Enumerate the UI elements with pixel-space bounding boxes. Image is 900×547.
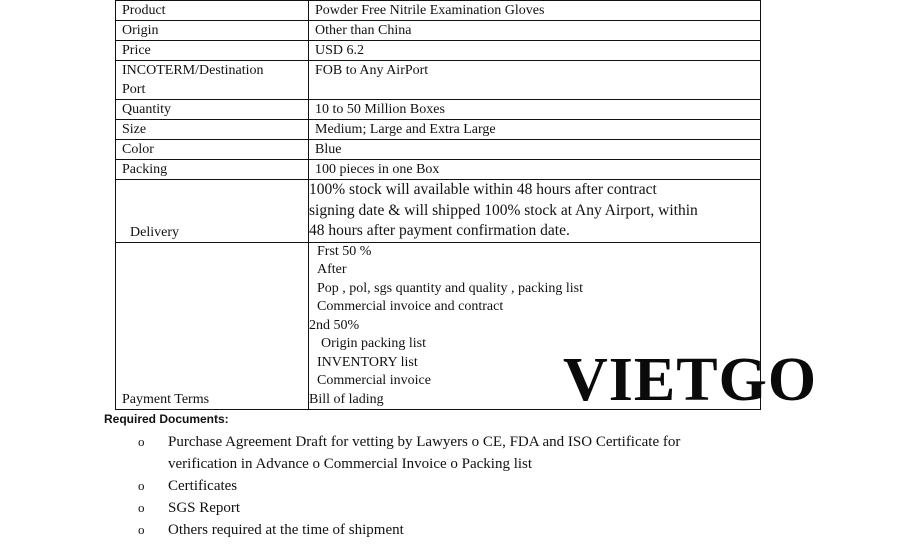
- row-label-size: Size: [116, 120, 309, 140]
- list-item-text: Others required at the time of shipment: [168, 522, 404, 538]
- row-value-price: USD 6.2: [309, 41, 761, 61]
- row-label-delivery: Delivery: [116, 180, 309, 243]
- payment-line: INVENTORY list: [317, 354, 418, 370]
- list-item-text: Certificates: [168, 478, 238, 494]
- row-label-quantity: Quantity: [116, 100, 309, 120]
- list-item: [138, 497, 680, 519]
- row-value-incoterm: FOB to Any AirPort: [309, 61, 761, 100]
- delivery-line: 48 hours after payment confirmation date.: [309, 222, 570, 239]
- list-item-text: SGS Report: [168, 500, 241, 516]
- payment-line: 2nd 50%: [309, 317, 360, 333]
- payment-line: Frst 50 %: [317, 243, 372, 259]
- incoterm-label-line: Port: [122, 82, 146, 97]
- payment-line: Commercial invoice: [317, 373, 431, 388]
- circle-bullet-icon: o: [138, 500, 145, 515]
- payment-line: Commercial invoice and contract: [317, 299, 504, 314]
- list-item: [138, 431, 680, 475]
- row-value-quantity: 10 to 50 Million Boxes: [309, 100, 761, 120]
- table-row: [116, 140, 761, 160]
- payment-line: Origin packing list: [321, 336, 426, 351]
- incoterm-label-line: INCOTERM/Destination: [122, 63, 264, 78]
- row-label-incoterm: [116, 61, 309, 100]
- row-label-product: Product: [116, 1, 309, 21]
- circle-bullet-icon: o: [138, 434, 145, 449]
- list-item-text: verification in Advance o Commercial Invoice o Packing list: [168, 456, 533, 472]
- row-value-size: Medium; Large and Extra Large: [309, 120, 761, 140]
- table-row: [116, 61, 761, 100]
- vietgo-watermark: VIETGO: [563, 346, 818, 414]
- delivery-line: signing date & will shipped 100% stock at Any Airport, within: [309, 201, 698, 219]
- table-row: [116, 120, 761, 140]
- row-value-delivery: [309, 180, 761, 243]
- payment-line: Pop , pol, sgs quantity and quality , packing list: [317, 280, 583, 296]
- row-label-price: Price: [116, 41, 309, 61]
- required-documents-list: [138, 431, 680, 541]
- table-row: [116, 41, 761, 61]
- row-value-color: Blue: [309, 140, 761, 160]
- table-row: [116, 1, 761, 21]
- row-label-packing: Packing: [116, 160, 309, 180]
- required-documents-title: Required Documents:: [104, 412, 229, 426]
- table-row: [116, 160, 761, 180]
- delivery-line: 100% stock will available within 48 hours after contract: [309, 181, 657, 198]
- table-row: [116, 21, 761, 41]
- row-value-packing: 100 pieces in one Box: [309, 160, 761, 180]
- table-row: [116, 100, 761, 120]
- row-label-origin: Origin: [116, 21, 309, 41]
- circle-bullet-icon: o: [138, 522, 145, 537]
- payment-line: Bill of lading: [309, 391, 384, 407]
- list-item: [138, 475, 680, 497]
- list-item-text: Purchase Agreement Draft for vetting by Lawyers o CE, FDA and ISO Certificate for: [168, 434, 681, 450]
- payment-line: After: [317, 262, 347, 277]
- row-value-product: Powder Free Nitrile Examination Gloves: [309, 1, 761, 21]
- row-label-color: Color: [116, 140, 309, 160]
- row-label-payment-terms: Payment Terms: [116, 242, 309, 410]
- circle-bullet-icon: o: [138, 478, 145, 493]
- table-row: [116, 180, 761, 243]
- list-item: [138, 519, 680, 541]
- row-value-origin: Other than China: [309, 21, 761, 41]
